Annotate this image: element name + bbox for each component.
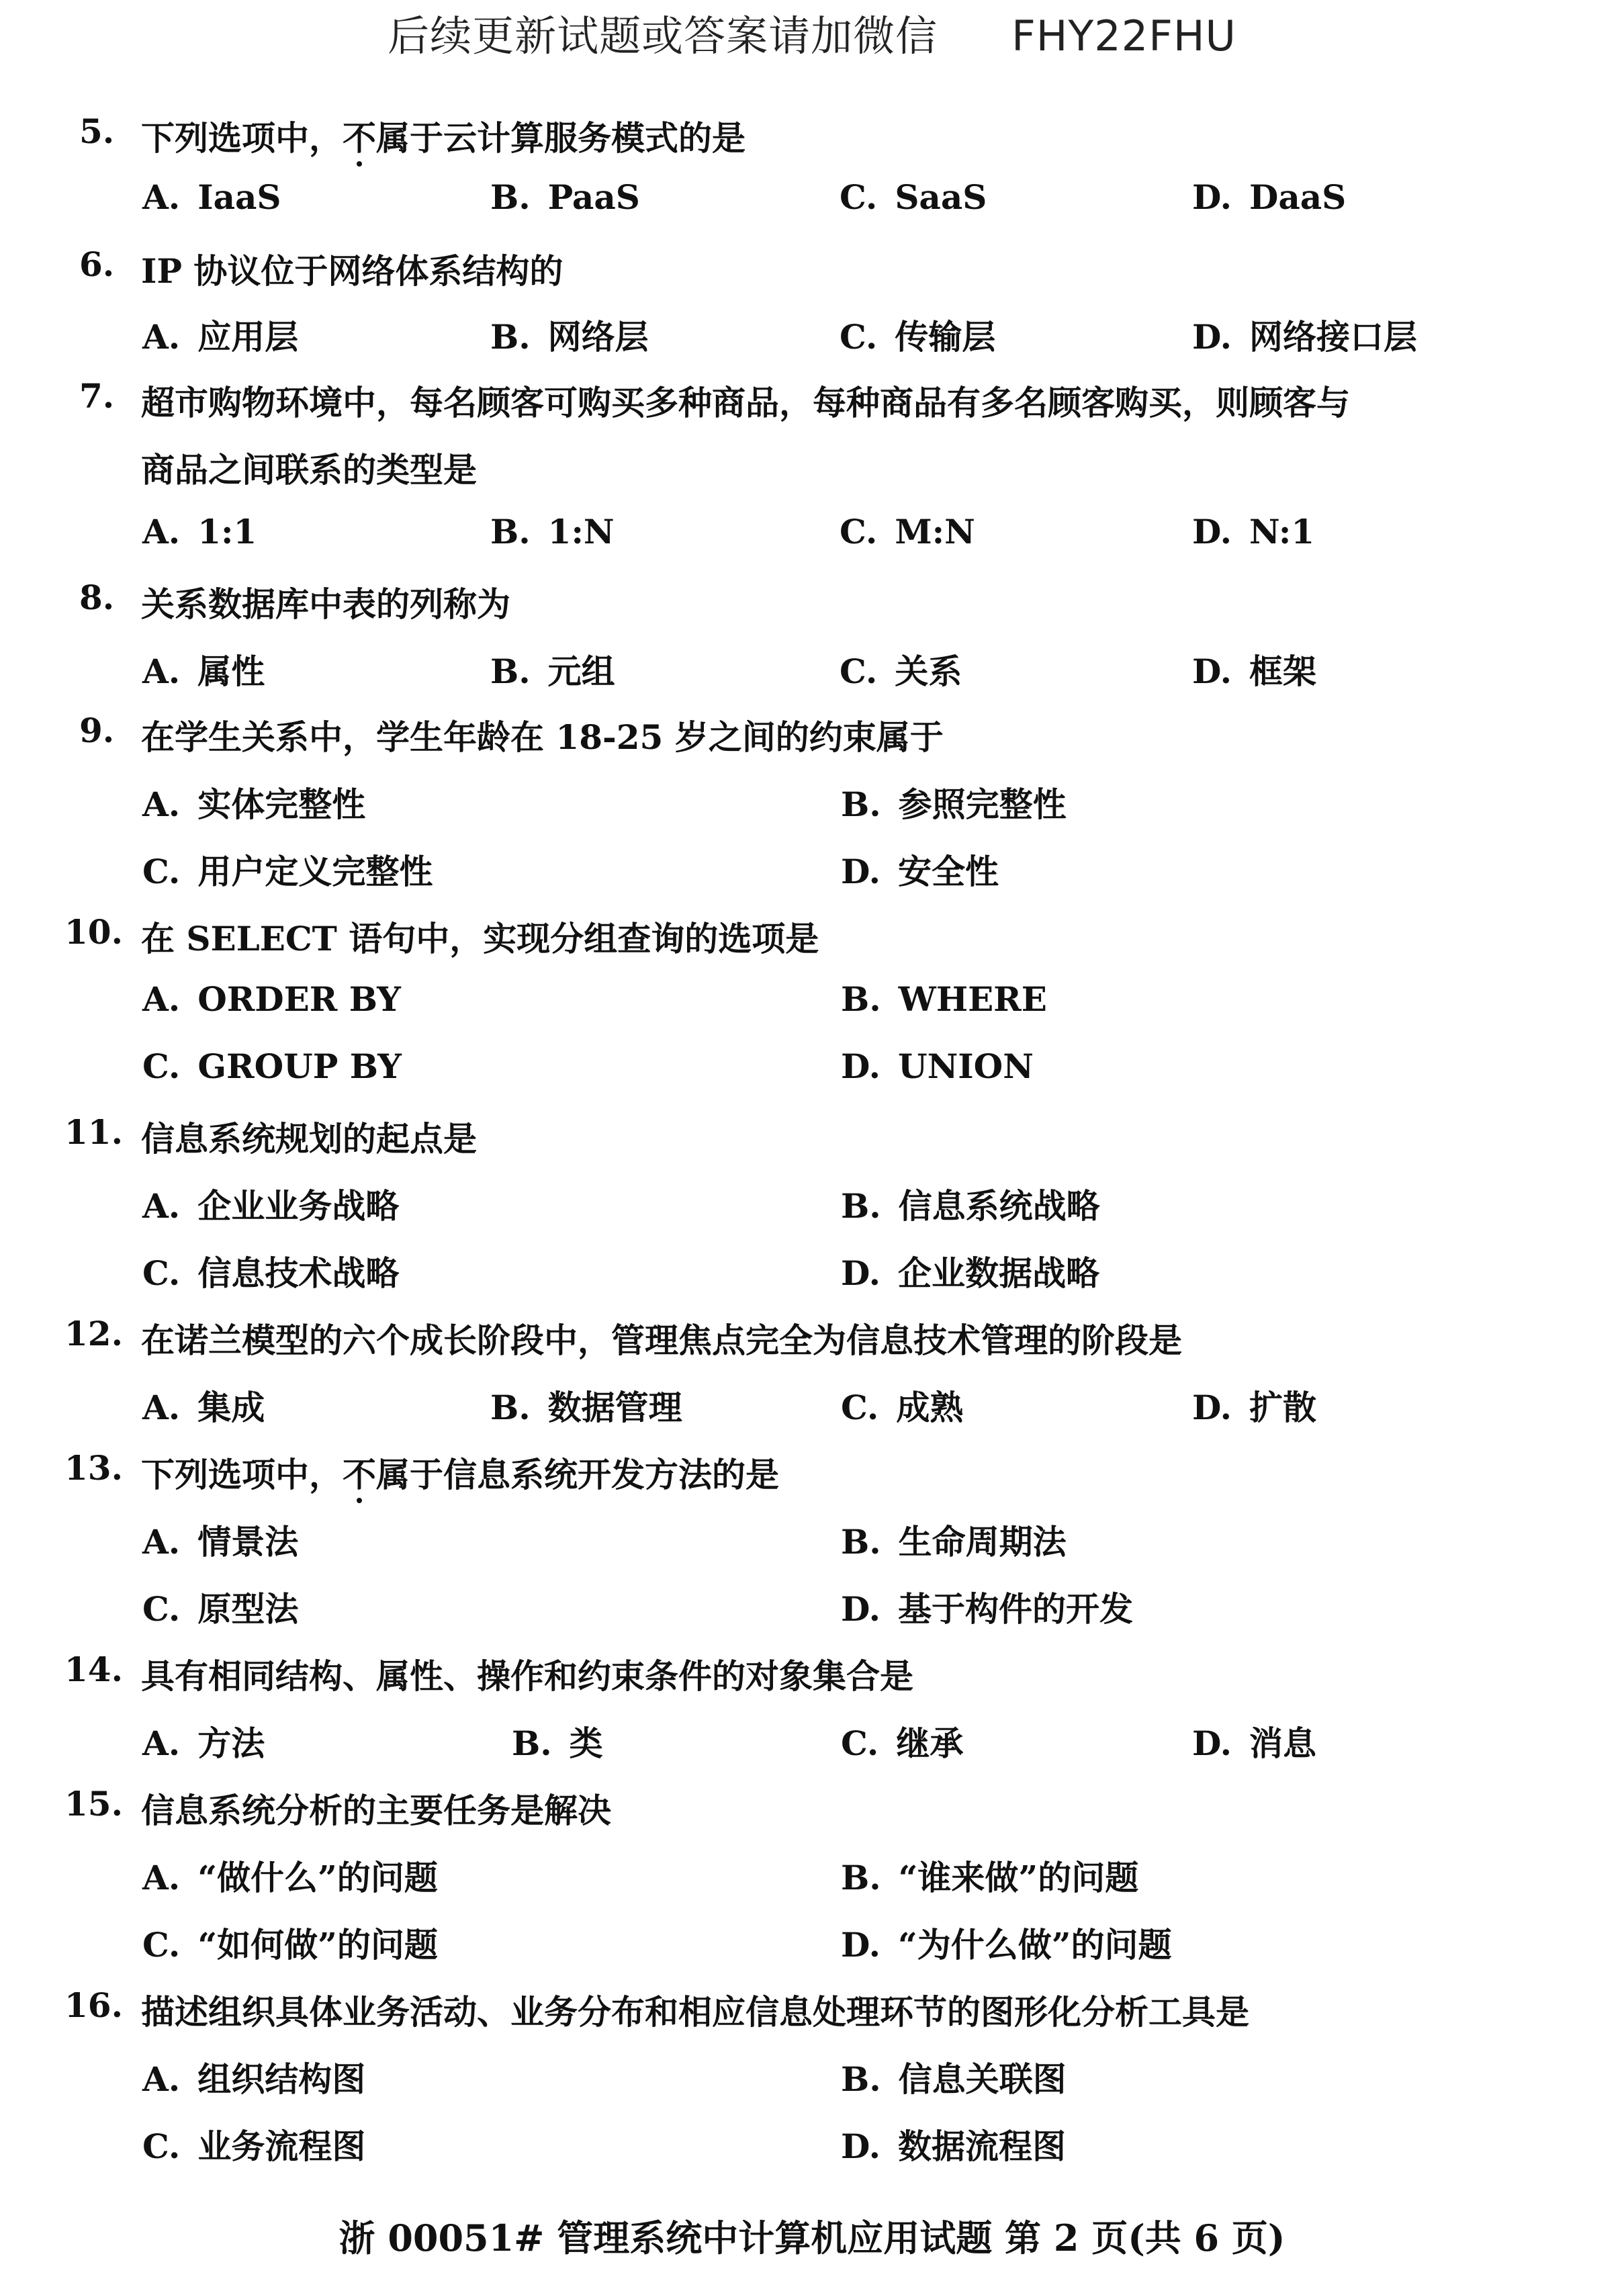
- option-a: A. 情景法: [142, 1522, 299, 1562]
- option-c: C. GROUP BY: [142, 1046, 402, 1086]
- question-stem: 在诺兰模型的六个成长阶段中，管理焦点完全为信息技术管理的阶段是: [141, 1320, 1182, 1360]
- option-d: D. UNION: [841, 1046, 1034, 1086]
- option-d: D. 基于构件的开发: [841, 1589, 1133, 1629]
- option-c: C. 关系: [840, 652, 962, 691]
- question-stem: 信息系统规划的起点是: [141, 1119, 477, 1159]
- option-d: D. 数据流程图: [841, 2126, 1066, 2166]
- header-code: FHY22FHU: [1011, 11, 1236, 60]
- option-a: A. 1:1: [142, 512, 257, 551]
- option-a: A. 方法: [142, 1723, 265, 1763]
- option-b: B. 数据管理: [490, 1388, 682, 1427]
- option-a: A. 实体完整性: [142, 784, 366, 824]
- question-number: 16.: [64, 1985, 123, 2025]
- option-b: B. WHERE: [841, 979, 1047, 1019]
- option-a: A. 应用层: [142, 317, 299, 357]
- question-number: 11.: [64, 1112, 123, 1152]
- option-c: C. 继承: [841, 1723, 964, 1763]
- question-number: 9.: [79, 711, 115, 750]
- option-d: D. 扩散: [1192, 1388, 1316, 1427]
- option-a: A. IaaS: [142, 177, 281, 217]
- emphasis-mark: 不: [343, 111, 376, 160]
- page-footer: 浙 00051# 管理系统中计算机应用试题 第 2 页(共 6 页): [339, 2216, 1285, 2259]
- question-number: 13.: [64, 1448, 123, 1488]
- option-c: C. 用户定义完整性: [142, 852, 433, 891]
- option-d: D. 安全性: [841, 852, 999, 891]
- emphasis-mark: 不: [343, 1448, 376, 1496]
- option-b: B. 1:N: [490, 512, 615, 551]
- option-a: A. ORDER BY: [142, 979, 401, 1019]
- option-a: A. 集成: [142, 1388, 265, 1427]
- question-stem: 信息系统分析的主要任务是解决: [141, 1791, 611, 1830]
- option-a: A. 企业业务战略: [142, 1186, 400, 1226]
- option-d: D. 企业数据战略: [841, 1253, 1099, 1293]
- option-b: B. 信息系统战略: [841, 1186, 1100, 1226]
- option-b: B. 类: [512, 1723, 603, 1763]
- question-number: 14.: [64, 1650, 123, 1689]
- question-number: 6.: [79, 244, 115, 284]
- option-b: B. 元组: [490, 652, 615, 691]
- page-header: [0, 3, 1624, 62]
- question-stem: IP 协议位于网络体系结构的: [141, 251, 563, 291]
- option-c: C. 信息技术战略: [142, 1253, 400, 1293]
- option-c: C. SaaS: [840, 177, 987, 217]
- option-d: D. DaaS: [1192, 177, 1347, 217]
- option-c: C. M:N: [840, 512, 975, 551]
- option-b: B. 网络层: [490, 317, 649, 357]
- question-stem: 关系数据库中表的列称为: [141, 584, 510, 624]
- option-c: C. 成熟: [841, 1388, 964, 1427]
- option-d: D. “为什么做”的问题: [841, 1925, 1172, 1965]
- option-b: B. 参照完整性: [841, 784, 1067, 824]
- header-notice: 后续更新试题或答案请加微信: [388, 11, 938, 60]
- question-stem: 超市购物环境中，每名顾客可购买多种商品，每种商品有多名顾客购买，则顾客与: [141, 383, 1350, 422]
- option-c: C. 传输层: [840, 317, 996, 357]
- question-stem: 下列选项中，不属于信息系统开发方法的是: [141, 1448, 779, 1496]
- question-stem: 在 SELECT 语句中，实现分组查询的选项是: [141, 919, 819, 958]
- option-c: C. “如何做”的问题: [142, 1925, 438, 1965]
- option-b: B. “谁来做”的问题: [841, 1858, 1139, 1897]
- question-stem: 描述组织具体业务活动、业务分布和相应信息处理环节的图形化分析工具是: [141, 1992, 1249, 2032]
- question-number: 15.: [64, 1784, 123, 1824]
- option-d: D. 消息: [1192, 1723, 1316, 1763]
- question-stem: 在学生关系中，学生年龄在 18-25 岁之间的约束属于: [141, 717, 944, 757]
- question-number: 8.: [79, 578, 115, 617]
- question-number: 7.: [79, 376, 115, 416]
- question-number: 10.: [64, 912, 123, 952]
- question-stem: 下列选项中，不属于云计算服务模式的是: [141, 111, 746, 160]
- option-a: A. 组织结构图: [142, 2059, 366, 2099]
- option-d: D. 框架: [1192, 652, 1316, 691]
- option-b: B. PaaS: [490, 177, 640, 217]
- option-a: A. 属性: [142, 652, 265, 691]
- option-d: D. N:1: [1192, 512, 1315, 551]
- option-c: C. 业务流程图: [142, 2126, 366, 2166]
- option-c: C. 原型法: [142, 1589, 299, 1629]
- option-b: B. 生命周期法: [841, 1522, 1067, 1562]
- option-d: D. 网络接口层: [1192, 317, 1417, 357]
- question-stem: 具有相同结构、属性、操作和约束条件的对象集合是: [141, 1656, 913, 1696]
- question-stem-continued: 商品之间联系的类型是: [141, 450, 477, 490]
- question-number: 12.: [64, 1314, 123, 1353]
- option-b: B. 信息关联图: [841, 2059, 1067, 2099]
- option-a: A. “做什么”的问题: [142, 1858, 438, 1897]
- question-number: 5.: [79, 111, 115, 151]
